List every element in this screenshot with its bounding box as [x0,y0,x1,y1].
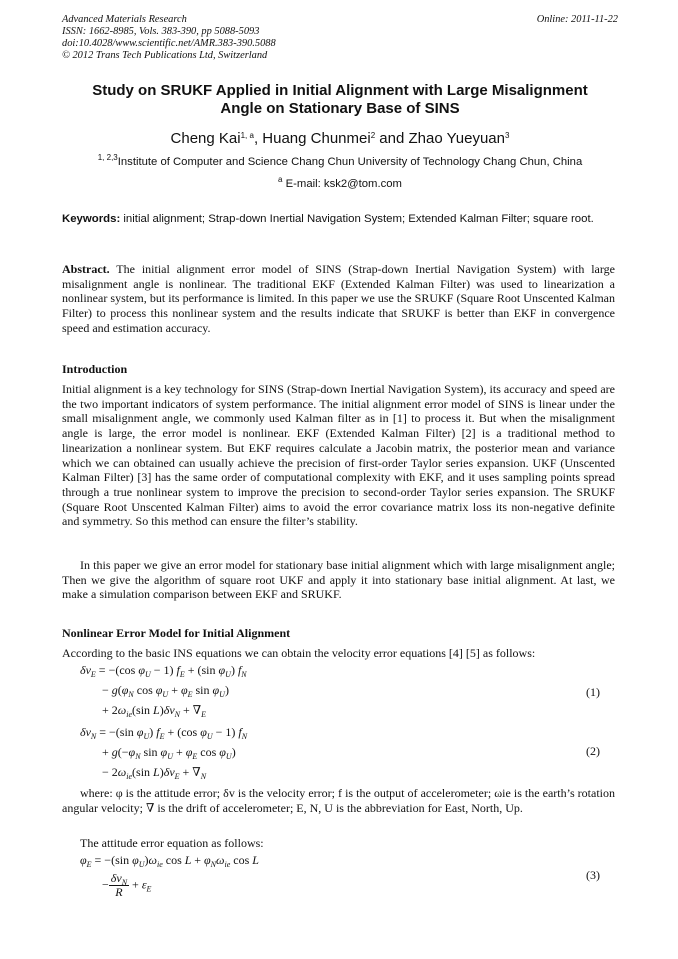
affiliation-text: Institute of Computer and Science Chang Chun University of Technology Chang Chun, China [117,156,583,168]
doi: doi:10.4028/www.scientific.net/AMR.383-390.5088 [62,38,276,49]
keywords-text: initial alignment; Strap-down Inertial Navigation System; Extended Kalman Filter; square root. [120,213,594,225]
equation-2-line-1: $\delta v_N = -(\sin$ $\varphi_U$) $f_E + (\cos$ $\varphi_U - 1$) $f_N$ [80,725,248,741]
author-list [40,130,640,147]
abstract [62,262,615,336]
email-sup: a [278,175,283,184]
equation-1-line-1: $\delta v_E = -(\cos$ $\varphi_U - 1$) $f_E + (\sin$ $\varphi_U$) $f_N$ [80,663,247,679]
author-1-sup: 1, a [240,131,254,140]
equation-2-number: (2) [586,744,600,758]
abstract-label: Abstract. [62,262,110,276]
attitude-intro: The attitude error equation as follows: [80,836,264,850]
author-2: Huang Chunmei [262,130,371,147]
keywords [62,212,615,227]
affiliation [40,153,640,168]
copyright: © 2012 Trans Tech Publications Ltd, Switzerland [62,50,268,61]
section-2-intro: According to the basic INS equations we can obtain the velocity error equations [4] [5] as follows: [62,646,536,660]
author-2-sup: 2 [370,131,376,140]
title-line-2: Angle on Stationary Base of SINS [220,100,460,117]
author-separator-1: , [253,130,263,147]
paper-title [40,82,640,118]
introduction-paragraph-1: Initial alignment is a key technology for SINS (Strap-down Inertial Navigation System), its accuracy and speed are the two important indicators of system performance. The initial alignment error model of SINS is linear under the small misalignment angle, we commonly used Kalman filter as in [1] to process it. But when the misalignment angle is large, the error model is nonlinear. EKF (Extended Kalman Filter) [2] is a traditional method to linearization a nonlinear system. But EKF requires calculate a Jacobin matrix, the posterior mean and variance which we can obtained can usually achieve the precision of first-order Taylor series expansion. UKF (Unscented Kalman Filter) [3] has the same order of computational complexity with EKF, and it uses sampling points spread through a true nonlinear system to improve the precision to second-order Taylor series expansion. The SRUKF (Square Root Unscented Kalman Filter) aims to avoid the error covariance matrix loss its non-negative definite and symmetry. So this method can ensure the filter’s stability. [62,382,615,529]
email-line [40,175,640,190]
equation-1-line-3: + $2\omega_{ie}(\sin$ $L)\delta v_N + \nabla_E$ [102,703,207,719]
equation-1-number: (1) [586,685,600,699]
equation-2-line-2: + $g(-\varphi_N$ $\sin \varphi_U + \varphi_E$ $\cos \varphi_U$) [102,745,236,761]
fraction: $\frac{\delta v_N}{R}$ [110,871,128,899]
email-text: E-mail: ksk2@tom.com [282,178,402,190]
equation-2-line-3: − $2\omega_{ie}(\sin$ $L)\delta v_E + \nabla_N$ [102,765,207,781]
where-paragraph: where: φ is the attitude error; δv is the velocity error; f is the output of accelerometer; ωie is the earth’s rotation angular velocity; ∇ is the drift of accelerometer; E, N, U is the abbreviation for East, North, Up. [62,786,615,815]
keywords-label: Keywords: [62,213,121,225]
title-line-1: Study on SRUKF Applied in Initial Alignment with Large Misalignment [92,82,588,99]
equation-3-line-1: $\varphi_E = -(\sin$ $\varphi_U)\omega_{ie}$ $\cos L + \varphi_N\omega_{ie}$ cos L [80,853,259,869]
equation-3-number: (3) [586,868,600,882]
online-date: Online: 2011-11-22 [536,14,618,25]
introduction-paragraph-2: In this paper we give an error model for stationary base initial alignment which with large misalignment angle; Then we give the algorithm of square root UKF and apply it into stationary base initial alignment. At last, we make a simulation comparison between EKF and SRUKF. [62,558,615,602]
journal-header [62,14,618,62]
issn: ISSN: 1662-8985, Vols. 383-390, pp 5088-5093 [62,26,260,37]
author-1: Cheng Kai [170,130,241,147]
author-3: Zhao Yueyuan [408,130,505,147]
introduction-heading: Introduction [62,362,128,376]
affiliation-sup: 1, 2,3 [97,153,118,162]
author-separator-2: and [375,130,409,147]
equation-1-line-2: − $g(\varphi_N$ $\cos \varphi_U + \varphi_E$ $\sin \varphi_U$) [102,683,229,699]
journal-name: Advanced Materials Research [62,14,187,25]
equation-3-line-2: − $\frac{\delta v_N}{R}$ + $\varepsilon_E$ [102,871,152,899]
author-3-sup: 3 [505,131,510,140]
section-2-heading: Nonlinear Error Model for Initial Alignment [62,626,291,640]
abstract-text: The initial alignment error model of SINS (Strap-down Inertial Navigation System) with large misalignment angle is nonlinear. The traditional EKF (Extended Kalman Filter) was used to linearization a nonlinear system, but its performance is limited. In this paper we use the SRUKF (Square Root Unscented Kalman Filter) to process this nonlinear system and the results indicate that SRUKF is better than EKF in convergence speed and estimation accuracy. [62,262,615,335]
